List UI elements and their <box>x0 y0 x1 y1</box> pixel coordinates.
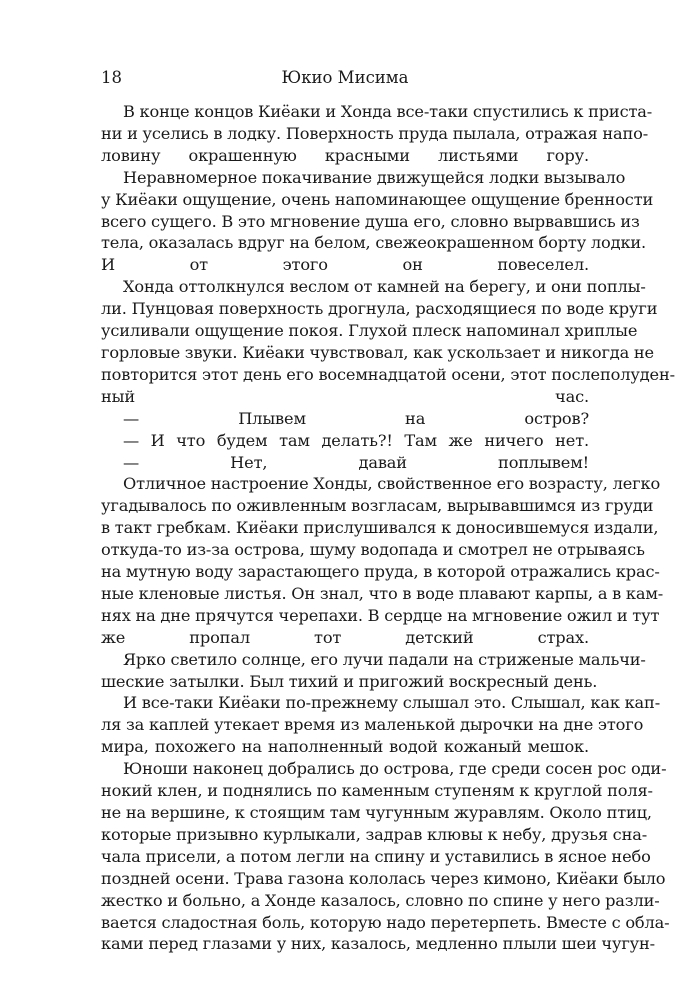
text-line: усиливали ощущение покоя. Глухой плеск напоминал хриплые <box>101 321 638 341</box>
text-line: нях на дне прячутся черепахи. В сердце на мгновение ожил и тут <box>101 605 660 625</box>
text-line: Юноши наконец добрались до острова, где среди сосен рос оди- <box>123 759 667 779</box>
text-line: мира, похожего на наполненный водой кожаный мешок. <box>101 737 589 757</box>
body-text <box>101 101 675 955</box>
text-line: — Нет, давай поплывем! <box>123 452 589 472</box>
text-line: на мутную воду зарастающего пруда, в которой отражались крас- <box>101 562 660 582</box>
paragraph <box>101 473 664 648</box>
paragraph <box>101 408 589 430</box>
text-line: в такт гребкам. Киёаки прислушивался к доносившемуся издали, <box>101 518 659 538</box>
text-line: не на вершине, к стоящим там чугунным журавлям. Около птиц, <box>101 803 652 822</box>
text-line: ни и уселись в лодку. Поверхность пруда пылала, отражая напо- <box>101 123 649 143</box>
paragraph <box>101 452 589 474</box>
paragraph <box>101 101 653 167</box>
text-line: В конце концов Киёаки и Хонда все-таки спустились к приста- <box>123 102 653 121</box>
text-line: тела, оказалась вдруг на белом, свежеокрашенном борту лодки. <box>101 233 647 253</box>
text-line: ля за каплей утекает время из маленькой дырочки на дне этого <box>101 715 644 735</box>
text-line: И от этого он повеселел. <box>101 255 589 275</box>
text-line: вается сладостная боль, которую надо перетерпеть. Вместе с обла- <box>101 912 670 932</box>
running-title: Юкио Мисима <box>281 68 409 87</box>
text-line: шеские затылки. Был тихий и пригожий воскресный день. <box>101 671 598 691</box>
paragraph <box>101 430 589 452</box>
text-line: Хонда оттолкнулся веслом от камней на берегу, и они поплы- <box>123 277 646 297</box>
text-line: Неравномерное покачивание движущейся лодки вызывало <box>123 167 626 187</box>
text-line: жестко и больно, а Хонде казалось, словно по спине у него разли- <box>101 890 660 910</box>
text-line: ный час. <box>101 386 589 406</box>
text-line: — Плывем на остров? <box>123 408 589 428</box>
text-line: Отличное настроение Хонды, свойственное его возрасту, легко <box>123 474 661 494</box>
text-line: у Киёаки ощущение, очень напоминающее ощущение бренности <box>101 189 654 209</box>
text-line: ные кленовые листья. Он знал, что в воде плавают карпы, а в кам- <box>101 583 664 603</box>
text-line: всего сущего. В это мгновение душа его, словно вырвавшись из <box>101 211 640 231</box>
text-line: чала присели, а потом легли на спину и уставились в ясное небо <box>101 846 651 866</box>
paragraph <box>101 167 654 277</box>
text-line: поздней осени. Трава газона кололась через кимоно, Киёаки было <box>101 868 666 888</box>
paragraph <box>101 649 646 693</box>
text-line: Ярко светило солнце, его лучи падали на стриженые мальчи- <box>123 649 646 669</box>
paragraph <box>101 692 661 758</box>
text-line: откуда-то из-за острова, шуму водопада и смотрел не отрываясь <box>101 540 645 560</box>
text-line: ли. Пунцовая поверхность дрогнула, расходящиеся по воде круги <box>101 299 658 319</box>
text-line: же пропал тот детский страх. <box>101 627 589 647</box>
text-line: нокий клен, и поднялись по каменным ступеням к круглой поля- <box>101 781 653 801</box>
text-line: И все-таки Киёаки по-прежнему слышал это. Слышал, как кап- <box>123 693 661 713</box>
text-line: горловые звуки. Киёаки чувствовал, как ускользает и никогда не <box>101 342 654 362</box>
text-line: ловину окрашенную красными листьями гору. <box>101 145 589 165</box>
paragraph <box>101 276 675 407</box>
text-line: повторится этот день его восемнадцатой осени, этот послеполуден- <box>101 364 675 384</box>
text-line: — И что будем там делать?! Там же ничего нет. <box>123 430 589 450</box>
paragraph <box>101 758 670 955</box>
text-line: угадывалось по оживленным возгласам, вырывавшимся из груди <box>101 496 654 516</box>
text-line: ками перед глазами у них, казалось, медленно плыли шеи чугун- <box>101 934 656 954</box>
page-number: 18 <box>101 68 122 87</box>
running-header <box>101 66 589 90</box>
text-line: которые призывно курлыкали, задрав клювы к небу, друзья сна- <box>101 824 648 844</box>
